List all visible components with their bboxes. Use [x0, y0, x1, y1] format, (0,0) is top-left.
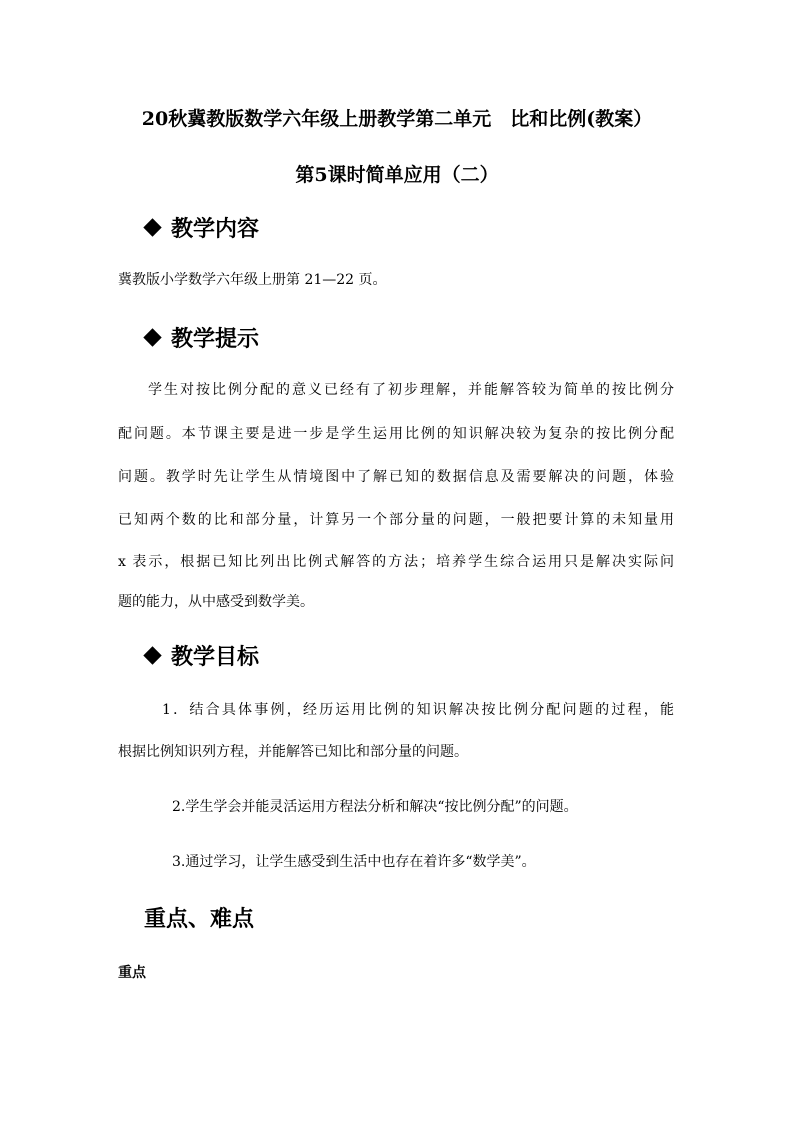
- lesson-subtitle: 第5课时简单应用（二）: [295, 164, 499, 186]
- subheading-key-point: 重点: [118, 965, 146, 981]
- diamond-bullet-icon: [143, 328, 161, 346]
- section-heading-goals: [144, 640, 259, 671]
- diamond-bullet-icon: [143, 646, 161, 664]
- section-heading-key: [144, 902, 254, 933]
- paragraph-line: 学生对按比例分配的意义已经有了初步理解，并能解答较为简单的按比例分: [148, 382, 674, 398]
- paragraph-line: 配问题。本节课主要是进一步是学生运用比例的知识解决较为复杂的按比例分配: [118, 426, 674, 442]
- section-heading-hint: [144, 322, 259, 353]
- document-title: 20秋冀教版数学六年级上册教学第二单元 比和比例(教案）: [141, 108, 653, 130]
- goal-item: 1．结合具体事例，经历运用比例的知识解决按比例分配问题的过程，能: [162, 702, 674, 718]
- section-heading-label: 教学内容: [171, 216, 260, 242]
- diamond-bullet-icon: [143, 218, 161, 236]
- paragraph-line: 已知两个数的比和部分量，计算另一个部分量的问题，一般把要计算的未知量用: [118, 512, 674, 528]
- content-text: 冀教版小学数学六年级上册第 21—22 页。: [118, 272, 387, 288]
- goal-item: 3.通过学习，让学生感受到生活中也存在着许多“数学美”。: [172, 854, 536, 870]
- section-heading-label: 教学目标: [171, 644, 260, 670]
- goal-item: 2.学生学会并能灵活运用方程法分析和解决“按比例分配”的问题。: [172, 799, 578, 815]
- paragraph-line: 题的能力，从中感受到数学美。: [118, 594, 314, 610]
- section-heading-label: 教学提示: [171, 326, 260, 352]
- paragraph-line: x 表示，根据已知比列出比例式解答的方法；培养学生综合运用只是解决实际问: [118, 554, 674, 570]
- section-heading-label: 重点、难点: [144, 906, 255, 932]
- goal-item: 根据比例知识列方程，并能解答已知比和部分量的问题。: [118, 744, 468, 760]
- paragraph-line: 问题。教学时先让学生从情境图中了解已知的数据信息及需要解决的问题，体验: [118, 469, 674, 485]
- section-heading-content: [144, 212, 259, 243]
